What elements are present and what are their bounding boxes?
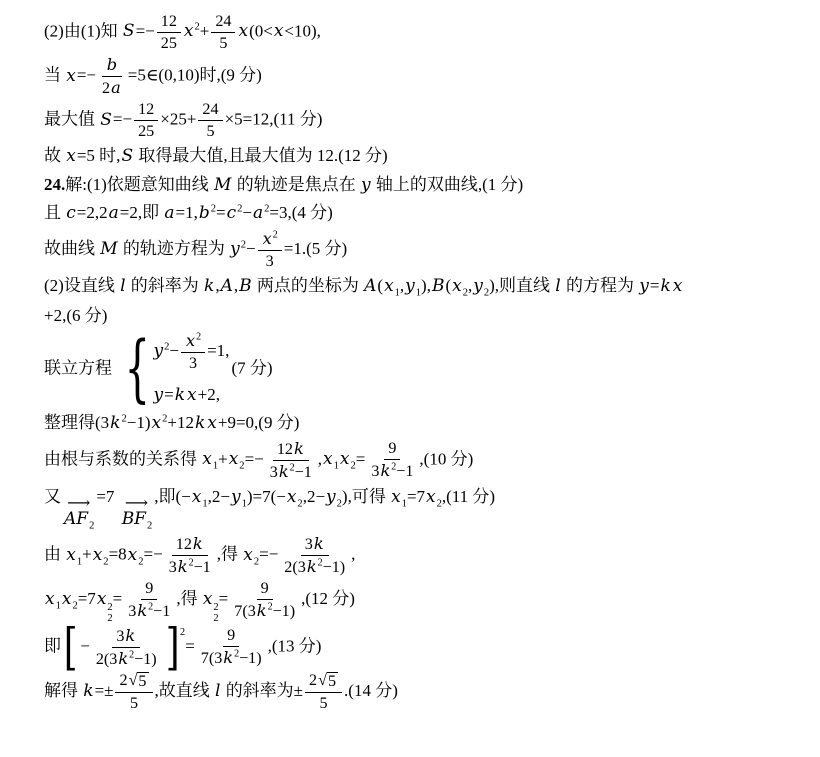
text-run: −1) (272, 603, 296, 621)
text-run: =3,(4 分) (269, 203, 333, 223)
text-run: −1 (294, 463, 312, 481)
solution-line-17 (44, 671, 804, 714)
fraction (92, 626, 161, 669)
math-var: x (66, 146, 76, 167)
text-run: =1, (175, 203, 198, 223)
math-var: k (125, 625, 136, 645)
text-run: ,故直线 (154, 681, 214, 701)
solution-line-16 (44, 617, 804, 676)
square-root: √ 5 (318, 671, 337, 690)
text-run: =± (94, 681, 114, 701)
solution-line-9 (44, 303, 804, 329)
text-run: 故曲线 (44, 238, 100, 258)
text-run: −1) (239, 650, 262, 668)
math-var: $y_1$ (230, 486, 247, 510)
math-var: $k^2$ (278, 461, 295, 481)
text-run: ,即(− (154, 486, 191, 506)
text-run: (2)设直线 (44, 276, 120, 295)
text-run: − (80, 636, 90, 656)
text-run: 7(3 (200, 650, 223, 668)
text-run: =8 (108, 544, 127, 564)
math-var: b (106, 55, 118, 75)
text-run: 即 (44, 636, 61, 656)
math-var: $x_1$ (202, 449, 219, 472)
math-var: $x^2$ (185, 330, 202, 350)
solution-line-8 (44, 273, 804, 301)
math-var: k (204, 276, 215, 296)
math-var: $k^2$ (380, 461, 397, 481)
text-run: ,2− (207, 486, 230, 506)
math-var: $k^2$ (306, 557, 323, 577)
text-run: 2 (119, 671, 128, 689)
math-var: $x_2$ (452, 276, 468, 299)
math-var: $a^2$ (252, 203, 270, 224)
text-run: ,(11 分) (441, 486, 496, 506)
text-run: 当 (44, 65, 66, 85)
solution-line-4 (44, 143, 804, 170)
math-var: $k^2$ (110, 413, 127, 434)
text-run: = (355, 449, 366, 469)
text-run: 且 (44, 203, 66, 223)
text-run: − (246, 238, 256, 258)
text-run: (0< (249, 21, 273, 41)
text-run: 9 (145, 580, 154, 598)
fraction (266, 439, 316, 482)
math-var: S (100, 109, 112, 130)
solution-line-6 (44, 200, 804, 227)
math-var: a (111, 78, 121, 98)
text-run: ( (377, 276, 384, 295)
text-run: =2,即 (119, 203, 164, 223)
math-var: $b^2$ (198, 203, 216, 224)
text-run: =− (112, 109, 133, 129)
math-var: $x_2$ (92, 544, 109, 568)
text-run: −1 (153, 603, 171, 621)
text-run: 的轨迹是焦点在 (232, 174, 360, 194)
text-run: =7 (406, 486, 426, 506)
text-run: ),可得 (341, 486, 391, 506)
math-var: y (153, 384, 164, 405)
text-run: =5∈(0,10)时,(9 分) (127, 65, 262, 85)
solution-line-10 (44, 326, 804, 412)
text-run: 又 (44, 486, 61, 506)
vector: ⟶ $BF_2$ (121, 494, 153, 532)
text-run: ,(12 分) (301, 589, 355, 609)
text-run: +12 (167, 413, 194, 433)
text-run: = (218, 589, 229, 609)
math-var: l (215, 681, 221, 702)
text-run: 3 (116, 627, 125, 645)
text-run: +9=0,(9 分) (217, 413, 300, 433)
text-run: )=7(− (246, 486, 286, 506)
fraction (367, 439, 417, 481)
bracket-group: [ − $\frac{3k}{2(3k^2-1)}$ ] 2 (63, 617, 186, 676)
fraction (197, 626, 266, 668)
text-run: − (242, 203, 252, 223)
text-run: =1.(5 分) (283, 238, 348, 258)
math-var: x (207, 413, 217, 434)
text-run: ,得 (216, 544, 243, 564)
fraction (230, 579, 299, 621)
math-var: $k^2$ (177, 557, 194, 577)
fraction (124, 579, 174, 621)
text-run: 2(3 (284, 559, 306, 577)
text-run: 3 (168, 559, 177, 577)
text-run: 3 (128, 603, 137, 621)
math-var: $y_1$ (405, 276, 422, 299)
math-var: $x_2$ (228, 449, 245, 472)
system-row (153, 331, 230, 373)
text-run: 解:(1)依题意知曲线 (65, 174, 214, 194)
fraction (181, 331, 205, 373)
math-var: k (313, 534, 324, 554)
text-run: = (649, 276, 660, 295)
text-run: =7 (77, 589, 96, 609)
text-run: 的斜率为± (221, 681, 304, 701)
math-var: x (187, 384, 197, 405)
fraction (165, 534, 215, 577)
solution-line-14 (44, 534, 804, 577)
problem-number: 24. (44, 174, 66, 194)
vector-arrow-icon: ⟶ (67, 494, 91, 512)
text-run: ,得 (176, 589, 202, 609)
math-var: c (66, 203, 76, 224)
math-var: k (174, 384, 186, 405)
text-run: 联立方程 (44, 358, 112, 378)
text-run: ( (445, 276, 452, 295)
math-var: $y^2$ (230, 238, 247, 259)
text-run: 9 (260, 580, 269, 598)
text-run: 由根与系数的关系得 (44, 449, 202, 469)
text-run: .(14 分) (344, 681, 398, 701)
solution-line-12 (44, 439, 804, 482)
math-var: $x_1$ (391, 486, 407, 510)
text-run: 3 (269, 463, 278, 481)
text-run: =1, (207, 340, 230, 360)
text-run: 的轨迹方程为 (118, 238, 230, 258)
math-var: l (555, 276, 561, 296)
square-root: √ 5 (128, 671, 147, 690)
text-run: , (399, 276, 405, 295)
text-run: = (185, 636, 195, 656)
math-var: $y^2$ (153, 340, 170, 361)
text-run: =− (76, 65, 97, 85)
text-run: , (468, 276, 473, 295)
math-var: a (164, 203, 175, 224)
fraction (157, 12, 181, 53)
text-run: = (216, 203, 226, 223)
math-var: B (431, 276, 445, 296)
text-run: −1) (126, 413, 151, 433)
text-run: 3 (371, 463, 380, 481)
text-run: ),则直线 (489, 276, 555, 295)
text-run: 故 (44, 146, 66, 166)
text-run: ), (421, 276, 431, 295)
text-run: 3 (304, 536, 313, 554)
fraction (115, 671, 152, 714)
math-var: $x_1$ (66, 544, 83, 568)
math-var: k (83, 681, 94, 702)
text-run: 由 (44, 544, 66, 564)
fraction (98, 55, 126, 98)
solution-lines (44, 12, 804, 714)
text-run: 最大值 (44, 109, 100, 129)
text-run: +2,(6 分) (44, 306, 108, 326)
math-var: $x_2$ (61, 589, 78, 612)
math-var: $x_1$ (384, 276, 400, 299)
math-var: $k^2$ (137, 601, 154, 621)
math-var: $k^2$ (256, 601, 273, 621)
math-var: k (194, 413, 206, 434)
text-run: 取得最大值,且最大值为 12.(12 分) (134, 146, 388, 166)
text-run: 整理得(3 (44, 413, 110, 433)
math-var: $k^2$ (118, 648, 135, 668)
math-var: k (660, 276, 671, 296)
text-run: + (82, 544, 92, 564)
text-run: =− (135, 21, 155, 41)
text-run: 9 (388, 440, 397, 458)
text-run: 2 (309, 671, 318, 689)
math-var: $x^2$ (151, 413, 168, 434)
math-var: $x_1$ (191, 486, 208, 510)
text-run: 7(3 (234, 603, 256, 621)
math-var: x 2 2 (202, 589, 219, 624)
math-var: $y_2$ (473, 276, 490, 299)
math-var: $x^2$ (262, 228, 278, 248)
text-run: 两点的坐标为 (252, 276, 364, 295)
text-run: 3 (265, 252, 274, 270)
fraction (211, 12, 235, 53)
text-run: 9 (227, 627, 236, 645)
math-var: y (360, 174, 371, 195)
text-run: 25 (138, 123, 155, 141)
text-run: 5 (219, 35, 228, 53)
text-run: + (199, 21, 210, 41)
text-run: − (169, 340, 179, 360)
text-run: =− (143, 544, 163, 564)
text-run: =− (259, 544, 279, 564)
text-run: =7 (96, 486, 119, 506)
math-var: k (293, 438, 304, 458)
vector: ⟶ $AF_2$ (64, 494, 95, 532)
solution-line-3 (44, 100, 804, 141)
text-run: −1) (322, 559, 346, 577)
text-run: 2(3 (95, 650, 118, 668)
text-run: = (112, 589, 123, 609)
text-run: ×5=12,(11 分) (224, 109, 323, 129)
math-var: $x^2$ (183, 21, 200, 42)
math-var: x (66, 65, 76, 86)
text-run: =− (244, 449, 264, 469)
math-var: $x_2$ (127, 544, 144, 568)
solution-line-11 (44, 410, 804, 437)
math-var: B (239, 276, 252, 296)
math-var: $x_1$ (323, 449, 339, 472)
text-run: 12 (276, 440, 293, 458)
solution-line-7 (44, 229, 804, 271)
math-var: $x_1$ (45, 589, 61, 612)
solution-line-5 (44, 172, 804, 199)
text-run: −1 (193, 559, 211, 577)
text-run: 12 (175, 536, 192, 554)
text-run: , (351, 544, 356, 564)
text-run: 25 (160, 35, 177, 53)
solution-line-1 (44, 12, 804, 53)
math-var: $y_2$ (326, 486, 342, 510)
left-brace: { (124, 326, 151, 412)
text-run: + (218, 449, 228, 469)
math-var: y (639, 276, 649, 296)
math-var: S (121, 146, 134, 167)
vector-arrow-icon: ⟶ (124, 494, 149, 512)
text-run: , (215, 276, 220, 295)
text-run: 24 (202, 101, 219, 119)
text-run: ,2− (302, 486, 326, 506)
math-var: x 2 2 (96, 589, 113, 624)
text-run: 12 (138, 101, 155, 119)
text-run: +2, (197, 384, 220, 404)
solution-line-15 (44, 579, 804, 623)
text-run: = (164, 384, 174, 404)
math-var: $k^2$ (223, 648, 240, 668)
math-var: M (100, 238, 118, 259)
text-run: =2,2 (76, 203, 108, 223)
text-run: 5 (319, 695, 328, 713)
math-var: $x_2$ (339, 449, 356, 472)
text-run: 的方程为 (561, 276, 639, 295)
math-var: A (220, 276, 233, 296)
text-run: <10), (284, 21, 321, 41)
fraction (134, 100, 158, 141)
text-run: 12 (160, 13, 177, 30)
solution-line-2 (44, 55, 804, 98)
math-var: S (122, 21, 135, 42)
text-run: 24 (215, 13, 232, 30)
text-run: , (233, 276, 239, 295)
text-run: 5 (129, 695, 139, 713)
text-run: 2 (102, 80, 111, 98)
fraction (258, 229, 282, 271)
text-run: 解得 (44, 681, 83, 701)
text-run: ,(13 分) (267, 636, 322, 656)
math-var: x (273, 21, 284, 42)
math-var: $x_2$ (426, 486, 442, 510)
math-var: x (238, 21, 249, 42)
math-var: x (672, 276, 683, 296)
text-run: ,(10 分) (419, 449, 474, 469)
text-run: 3 (189, 354, 198, 372)
text-run: −1) (134, 650, 157, 668)
math-var: M (214, 174, 232, 195)
text-run: ×25+ (160, 109, 197, 129)
math-var: $x_2$ (243, 544, 260, 568)
text-run: 的斜率为 (126, 276, 204, 295)
math-var: k (192, 534, 203, 554)
math-var: $c^2$ (226, 203, 243, 224)
text-run: , (317, 449, 323, 469)
text-run: (2)由(1)知 (44, 21, 122, 41)
text-run: (7 分) (231, 358, 273, 378)
fraction (198, 100, 222, 141)
math-var: A (364, 276, 377, 296)
text-run: 5 (206, 123, 215, 141)
text-run: 轴上的双曲线,(1 分) (371, 174, 524, 194)
text-run: −1 (396, 463, 414, 481)
text-run: =5 时, (76, 146, 121, 166)
solution-line-13 (44, 484, 804, 532)
fraction (280, 534, 349, 577)
equation-system (114, 326, 230, 412)
math-var: l (120, 276, 126, 296)
math-var: $x_2$ (286, 486, 303, 510)
system-row (153, 382, 230, 409)
fraction (305, 671, 342, 714)
math-var: a (108, 203, 119, 224)
